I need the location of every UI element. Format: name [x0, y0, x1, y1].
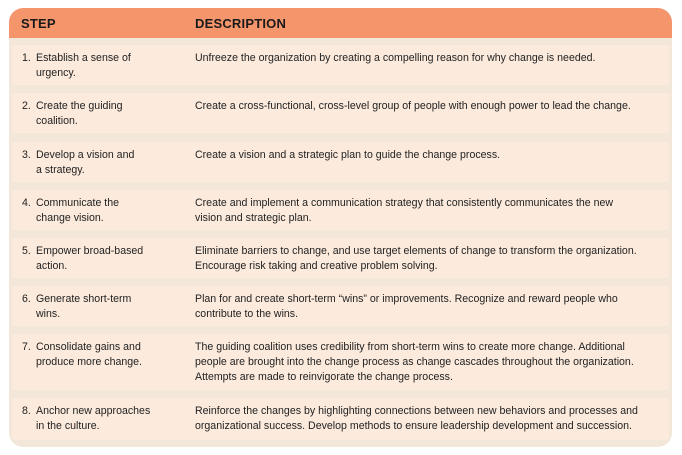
description-line: Plan for and create short-term “wins” or improvements. Recognize and reward people who — [195, 293, 618, 305]
description-line: vision and strategic plan. — [195, 212, 312, 224]
step-number: 8. — [22, 405, 31, 417]
step-description — [195, 99, 663, 114]
step-number: 2. — [22, 100, 31, 112]
description-line: contribute to the wins. — [195, 308, 299, 320]
table-header — [9, 8, 672, 38]
step-name — [36, 404, 186, 434]
description-line: people are brought into the change process as change cascades throughout the organization. — [195, 356, 634, 368]
description-line: Create and implement a communication strategy that consistently communicates the new — [195, 197, 614, 209]
description-line: Unfreeze the organization by creating a compelling reason for why change is needed. — [195, 52, 596, 64]
step-name — [36, 99, 186, 129]
step-description — [195, 196, 663, 226]
step-name — [36, 292, 186, 322]
step-name-line: a strategy. — [36, 164, 85, 176]
step-number: 1. — [22, 52, 31, 64]
step-description — [195, 340, 663, 385]
step-column-header: STEP — [21, 16, 56, 31]
description-line: The guiding coalition uses credibility from short-term wins to create more change. Additional — [195, 341, 625, 353]
description-line: Eliminate barriers to change, and use target elements of change to transform the organization. — [195, 245, 637, 257]
table-row — [12, 45, 669, 85]
step-name — [36, 340, 186, 370]
step-name-line: Generate short-term — [36, 293, 132, 305]
step-name-line: Anchor new approaches — [36, 405, 151, 417]
step-description — [195, 292, 663, 322]
table-row — [12, 142, 669, 182]
step-number: 3. — [22, 149, 31, 161]
step-name-line: Establish a sense of — [36, 52, 131, 64]
description-line: Encourage risk taking and creative problem solving. — [195, 260, 438, 272]
step-name-line: Create the guiding — [36, 100, 123, 112]
table-row — [12, 93, 669, 133]
description-line: Create a vision and a strategic plan to guide the change process. — [195, 149, 501, 161]
table-row — [12, 286, 669, 326]
step-name — [36, 244, 186, 274]
step-name-line: coalition. — [36, 115, 78, 127]
step-name — [36, 51, 186, 81]
step-name — [36, 148, 186, 178]
description-line: Reinforce the changes by highlighting connections between new behaviors and processes and — [195, 405, 638, 417]
step-number: 6. — [22, 293, 31, 305]
step-name-line: urgency. — [36, 67, 76, 79]
step-name — [36, 196, 186, 226]
step-description — [195, 404, 663, 434]
step-name-line: in the culture. — [36, 420, 100, 432]
step-name-line: action. — [36, 260, 68, 272]
step-name-line: Communicate the — [36, 197, 120, 209]
step-name-line: Empower broad-based — [36, 245, 144, 257]
description-column-header: DESCRIPTION — [195, 16, 287, 31]
step-number: 7. — [22, 341, 31, 353]
step-name-line: Develop a vision and — [36, 149, 135, 161]
step-description — [195, 148, 663, 163]
step-name-line: Consolidate gains and — [36, 341, 141, 353]
change-steps-table — [9, 8, 672, 447]
step-name-line: wins. — [36, 308, 61, 320]
table-row — [12, 334, 669, 390]
table-row — [12, 398, 669, 440]
step-description — [195, 244, 663, 274]
table-row — [12, 190, 669, 230]
description-line: organizational success. Develop methods to ensure leadership development and succession. — [195, 420, 632, 432]
description-line: Attempts are made to reinvigorate the change process. — [195, 371, 453, 383]
step-number: 4. — [22, 197, 31, 209]
table-row — [12, 238, 669, 278]
step-description — [195, 51, 663, 66]
description-line: Create a cross-functional, cross-level group of people with enough power to lead the change. — [195, 100, 631, 112]
step-name-line: produce more change. — [36, 356, 143, 368]
step-name-line: change vision. — [36, 212, 104, 224]
step-number: 5. — [22, 245, 31, 257]
